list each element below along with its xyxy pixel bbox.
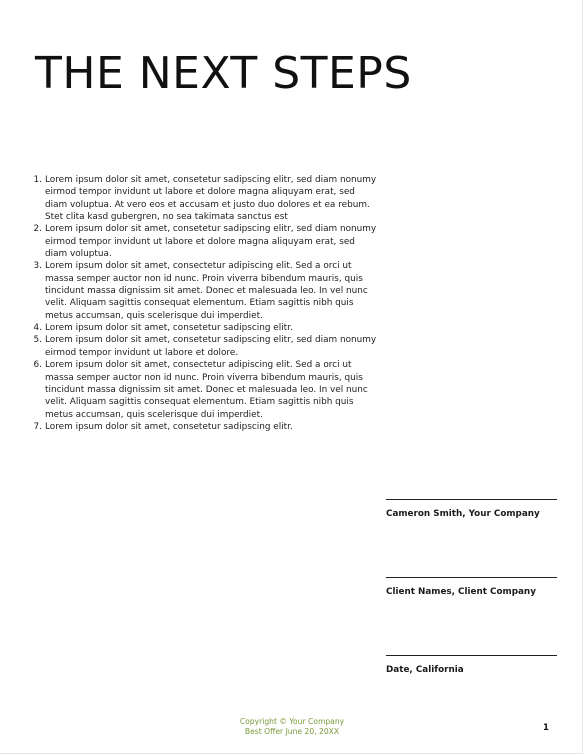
- list-item-text: Lorem ipsum dolor sit amet, consectetur adipiscing elit. Sed a orci ut massa semper auctor non id nunc. Proin viverra bibendum mauris, quis tincidunt massa dignissim sit amet. Donec et malesuada leo. In vel nunc velit. Aliquam sagittis consequat elementum. Etiam sagittis nibh quis metus accumsan, quis scelerisque dui imperdiet.: [45, 261, 368, 321]
- page-footer: [0, 717, 584, 737]
- signature-line-client: [386, 577, 557, 597]
- list-item-text: Lorem ipsum dolor sit amet, consetetur sadipscing elitr.: [45, 421, 293, 432]
- list-item: [33, 359, 377, 421]
- list-item-number: 6.: [33, 360, 42, 371]
- list-item-text: Lorem ipsum dolor sit amet, consetetur sadipscing elitr.: [45, 323, 293, 334]
- list-item-number: 4.: [33, 323, 42, 334]
- signature-label: Date, California: [386, 665, 464, 675]
- signature-line-company: [386, 499, 557, 519]
- list-item: [33, 322, 377, 334]
- page-number: 1: [543, 723, 549, 733]
- list-item: [33, 421, 377, 433]
- list-item: [33, 334, 377, 359]
- list-item-text: Lorem ipsum dolor sit amet, consetetur sadipscing elitr, sed diam nonumy eirmod tempor invidunt ut labore et dolore magna aliquyam erat, sed diam voluptua.: [45, 224, 377, 260]
- list-item-text: Lorem ipsum dolor sit amet, consetetur sadipscing elitr, sed diam nonumy eirmod tempor invidunt ut labore et dolore.: [45, 335, 377, 358]
- list-item-text: Lorem ipsum dolor sit amet, consectetur adipiscing elit. Sed a orci ut massa semper auctor non id nunc. Proin viverra bibendum mauris, quis tincidunt massa dignissim sit amet. Donec et malesuada leo. In vel nunc velit. Aliquam sagittis consequat elementum. Etiam sagittis nibh quis metus accumsan, quis scelerisque dui imperdiet.: [45, 360, 368, 420]
- signature-label: Client Names, Client Company: [386, 587, 536, 597]
- list-item-number: 7.: [33, 421, 42, 432]
- list-item-number: 1.: [33, 175, 42, 185]
- list-item: [33, 223, 377, 260]
- footer-offer-date: Best Offer June 20, 20XX: [244, 727, 340, 736]
- footer-copyright: Copyright © Your Company: [239, 717, 345, 726]
- list-item: [33, 174, 377, 223]
- signature-line-date: [386, 655, 557, 675]
- list-item-number: 2.: [33, 224, 42, 235]
- list-item-text: Lorem ipsum dolor sit amet, consetetur sadipscing elitr, sed diam nonumy eirmod tempor invidunt ut labore et dolore magna aliquyam erat, sed diam voluptua. At vero eos et accusam et justo duo dolores et ea rebum. Stet clita kasd gubergren, no sea takimata sanctus est: [45, 175, 377, 223]
- list-item-number: 3.: [33, 261, 42, 272]
- list-item: [33, 260, 377, 322]
- page-title: THE NEXT STEPS: [35, 48, 412, 99]
- signature-label: Cameron Smith, Your Company: [386, 509, 540, 519]
- steps-list: [33, 174, 377, 433]
- list-item-number: 5.: [33, 335, 42, 346]
